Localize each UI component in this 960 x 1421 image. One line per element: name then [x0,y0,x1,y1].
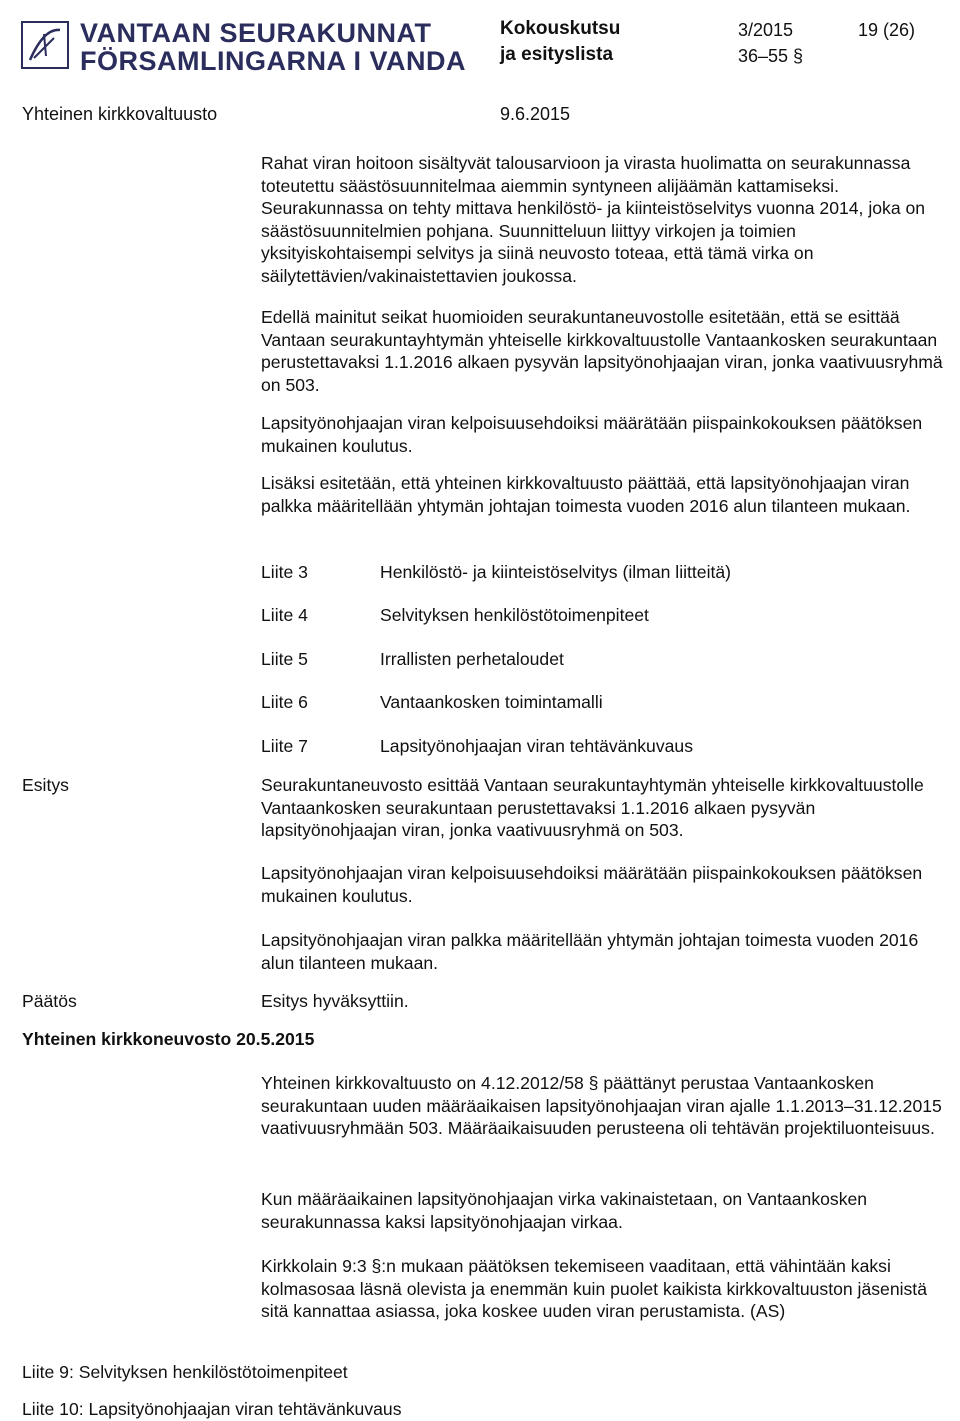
attachment-label: Liite 4 [261,605,308,625]
council-paragraph-3: Kirkkolain 9:3 §:n mukaan päätöksen tekemiseen vaaditaan, että vähintään kaksi kolmasosaa läsnä olevista ja enemmän kuin puolet kaikista kirkkovaltuuston jäsenistä sitä kannattaa asiassa, joka koskee uuden viran perustamista. (AS) [261,1256,927,1322]
page-number: 19 (26) [858,20,916,40]
intro-paragraph-2: Edellä mainitut seikat huomioiden seurakuntaneuvostolle esitetään, että se esittää Vantaan seurakuntayhtymän yhteiselle kirkkovaltuustolle Vantaankosken seurakuntaan perustettavaksi 1.1.2016 alkaen pysyvän lapsityönohjaajan viran, jonka vaativuusryhmä on 503. [261,307,943,395]
intro-paragraph-1: Rahat viran hoitoon sisältyvät talousarvioon ja virasta huolimatta on seurakunnassa toteutettu säästösuunnitelmaa aiemmin syntyneen alijäämän kattamiseksi. Seurakunnassa on tehty mittava henkilöstö- ja kiinteistöselvitys vuonna 2014, joka on säästösuunnitelmien pohjana. Suunnitteluun liittyy virkojen ja toimien yksityiskohtaisempi selvitys ja siinä neuvosto toteaa, että tämä virka on säilytettävien/vakinaistettavien joukossa. [261,153,926,286]
issue-number: 3/2015 [738,20,794,40]
esitys-paragraph-1: Seurakuntaneuvosto esittää Vantaan seurakuntayhtymän yhteiselle kirkkovaltuustolle Vantaankosken seurakuntaan perustettavaksi 1.1.2016 alkaen pysyvän lapsityönohjaajan viran, jonka vaativuusryhmä on 503. [261,775,924,841]
intro-paragraph-3: Lapsityönohjaajan viran kelpoisuusehdoiksi määrätään piispainkokouksen päätöksen mukainen koulutus. [261,413,923,456]
doc-subtitle: ja esityslista [500,44,614,65]
paatos-label: Päätös [22,991,77,1011]
esitys-paragraph-2: Lapsityönohjaajan viran kelpoisuusehdoiksi määrätään piispainkokouksen päätöksen mukainen koulutus. [261,863,923,906]
org-name-finnish: VANTAAN SEURAKUNNAT [80,18,432,48]
council-heading: Yhteinen kirkkoneuvosto 20.5.2015 [22,1029,315,1049]
footer-attachment-10: Liite 10: Lapsityönohjaajan viran tehtävänkuvaus [22,1399,402,1419]
esitys-paragraph-3: Lapsityönohjaajan viran palkka määritellään yhtymän johtajan toimesta vuoden 2016 alun tilanteen mukaan. [261,930,919,973]
attachment-title: Irrallisten perhetaloudet [380,649,564,669]
attachment-title: Selvityksen henkilöstötoimenpiteet [380,605,649,625]
council-paragraph-1: Yhteinen kirkkovaltuusto on 4.12.2012/58 § päättänyt perustaa Vantaankosken seurakuntaan uuden määräaikaisen lapsityönohjaajan viran ajalle 1.1.2013–31.12.2015 vaativuusryhmään 503. Määräaikaisuuden perusteena oli tehtävän projektiluonteisuus. [261,1073,942,1139]
paatos-text: Esitys hyväksyttiin. [261,991,409,1011]
attachment-title: Vantaankosken toimintamalli [380,692,603,712]
doc-title: Kokouskutsu [500,18,621,39]
council-paragraph-2: Kun määräaikainen lapsityönohjaajan virka vakinaistetaan, on Vantaankosken seurakunnassa kaksi lapsityönohjaajan virkaa. [261,1189,868,1232]
logo-emblem-icon [20,20,70,70]
meeting-date: 9.6.2015 [500,104,571,124]
section-range: 36–55 § [738,46,804,66]
org-name-swedish: FÖRSAMLINGARNA I VANDA [80,46,466,76]
body-name: Yhteinen kirkkovaltuusto [22,104,218,124]
intro-paragraph-4: Lisäksi esitetään, että yhteinen kirkkovaltuusto päättää, että lapsityönohjaajan viran palkka määritellään yhtymän johtajan toimesta vuoden 2016 alun tilanteen mukaan. [261,473,911,516]
attachment-title: Henkilöstö- ja kiinteistöselvitys (ilman liitteitä) [380,562,732,582]
attachment-label: Liite 3 [261,562,308,582]
attachment-label: Liite 6 [261,692,308,712]
attachment-label: Liite 5 [261,649,308,669]
attachment-title: Lapsityönohjaajan viran tehtävänkuvaus [380,736,693,756]
attachment-label: Liite 7 [261,736,308,756]
esitys-label: Esitys [22,775,69,795]
footer-attachment-9: Liite 9: Selvityksen henkilöstötoimenpiteet [22,1362,348,1382]
